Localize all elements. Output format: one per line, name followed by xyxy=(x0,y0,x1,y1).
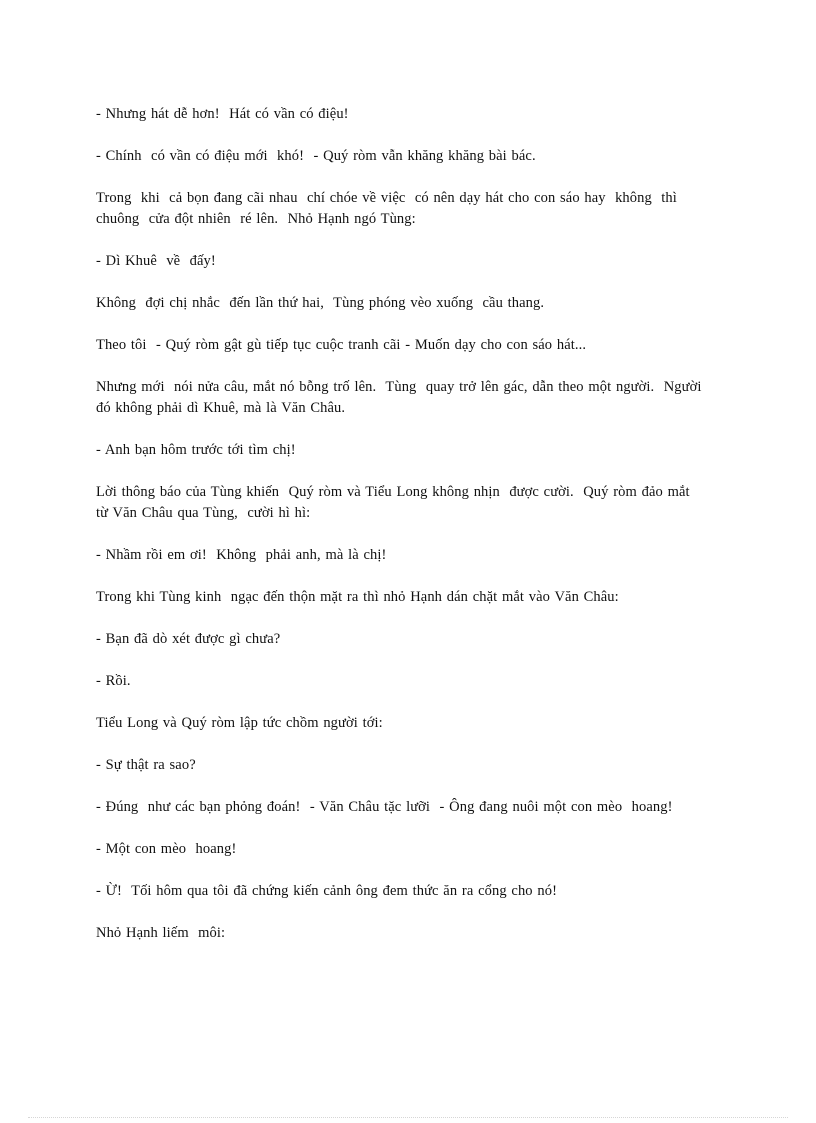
paragraph: - Nhầm rồi em ơi! Không phải anh, mà là chị! xyxy=(96,547,387,563)
paragraph: Trong khi cả bọn đang cãi nhau chí chóe về việc có nên dạy hát cho con sáo hay không thì chuông cửa đột nhiên ré lên. Nhỏ Hạnh ngó Tùng: xyxy=(96,190,677,227)
paragraph: - Anh bạn hôm trước tới tìm chị! xyxy=(96,442,296,458)
page-divider xyxy=(28,1117,788,1118)
paragraph: - Đúng như các bạn phỏng đoán! - Văn Châu tặc lưỡi - Ông đang nuôi một con mèo hoang! xyxy=(96,799,673,815)
paragraph: Theo tôi - Quý ròm gật gù tiếp tục cuộc tranh cãi - Muốn dạy cho con sáo hát... xyxy=(96,337,587,353)
paragraph: - Sự thật ra sao? xyxy=(96,757,196,773)
paragraph: - Một con mèo hoang! xyxy=(96,841,237,857)
paragraph: Trong khi Tùng kinh ngạc đến thộn mặt ra thì nhỏ Hạnh dán chặt mắt vào Văn Châu: xyxy=(96,589,619,605)
paragraph: Lời thông báo của Tùng khiến Quý ròm và Tiểu Long không nhịn được cười. Quý ròm đảo mắt từ Văn Châu qua Tùng, cười hì hì: xyxy=(96,484,690,521)
paragraph: Tiểu Long và Quý ròm lập tức chồm người tới: xyxy=(96,715,383,731)
paragraph: - Rồi. xyxy=(96,673,131,689)
paragraph: Không đợi chị nhắc đến lần thứ hai, Tùng phóng vèo xuống cầu thang. xyxy=(96,295,545,311)
paragraph: Nhưng mới nói nửa câu, mắt nó bỗng trố lên. Tùng quay trở lên gác, dẫn theo một người. Người đó không phải dì Khuê, mà là Văn Châu. xyxy=(96,379,702,416)
paragraph: - Nhưng hát dễ hơn! Hát có vần có điệu! xyxy=(96,106,349,122)
story-text xyxy=(96,104,716,965)
paragraph: - Ừ! Tối hôm qua tôi đã chứng kiến cảnh ông đem thức ăn ra cổng cho nó! xyxy=(96,883,558,899)
paragraph: - Bạn đã dò xét được gì chưa? xyxy=(96,631,281,647)
paragraph: - Chính có vần có điệu mới khó! - Quý ròm vẫn khăng khăng bài bác. xyxy=(96,148,536,164)
paragraph: - Dì Khuê về đấy! xyxy=(96,253,216,269)
paragraph: Nhỏ Hạnh liếm môi: xyxy=(96,925,226,941)
